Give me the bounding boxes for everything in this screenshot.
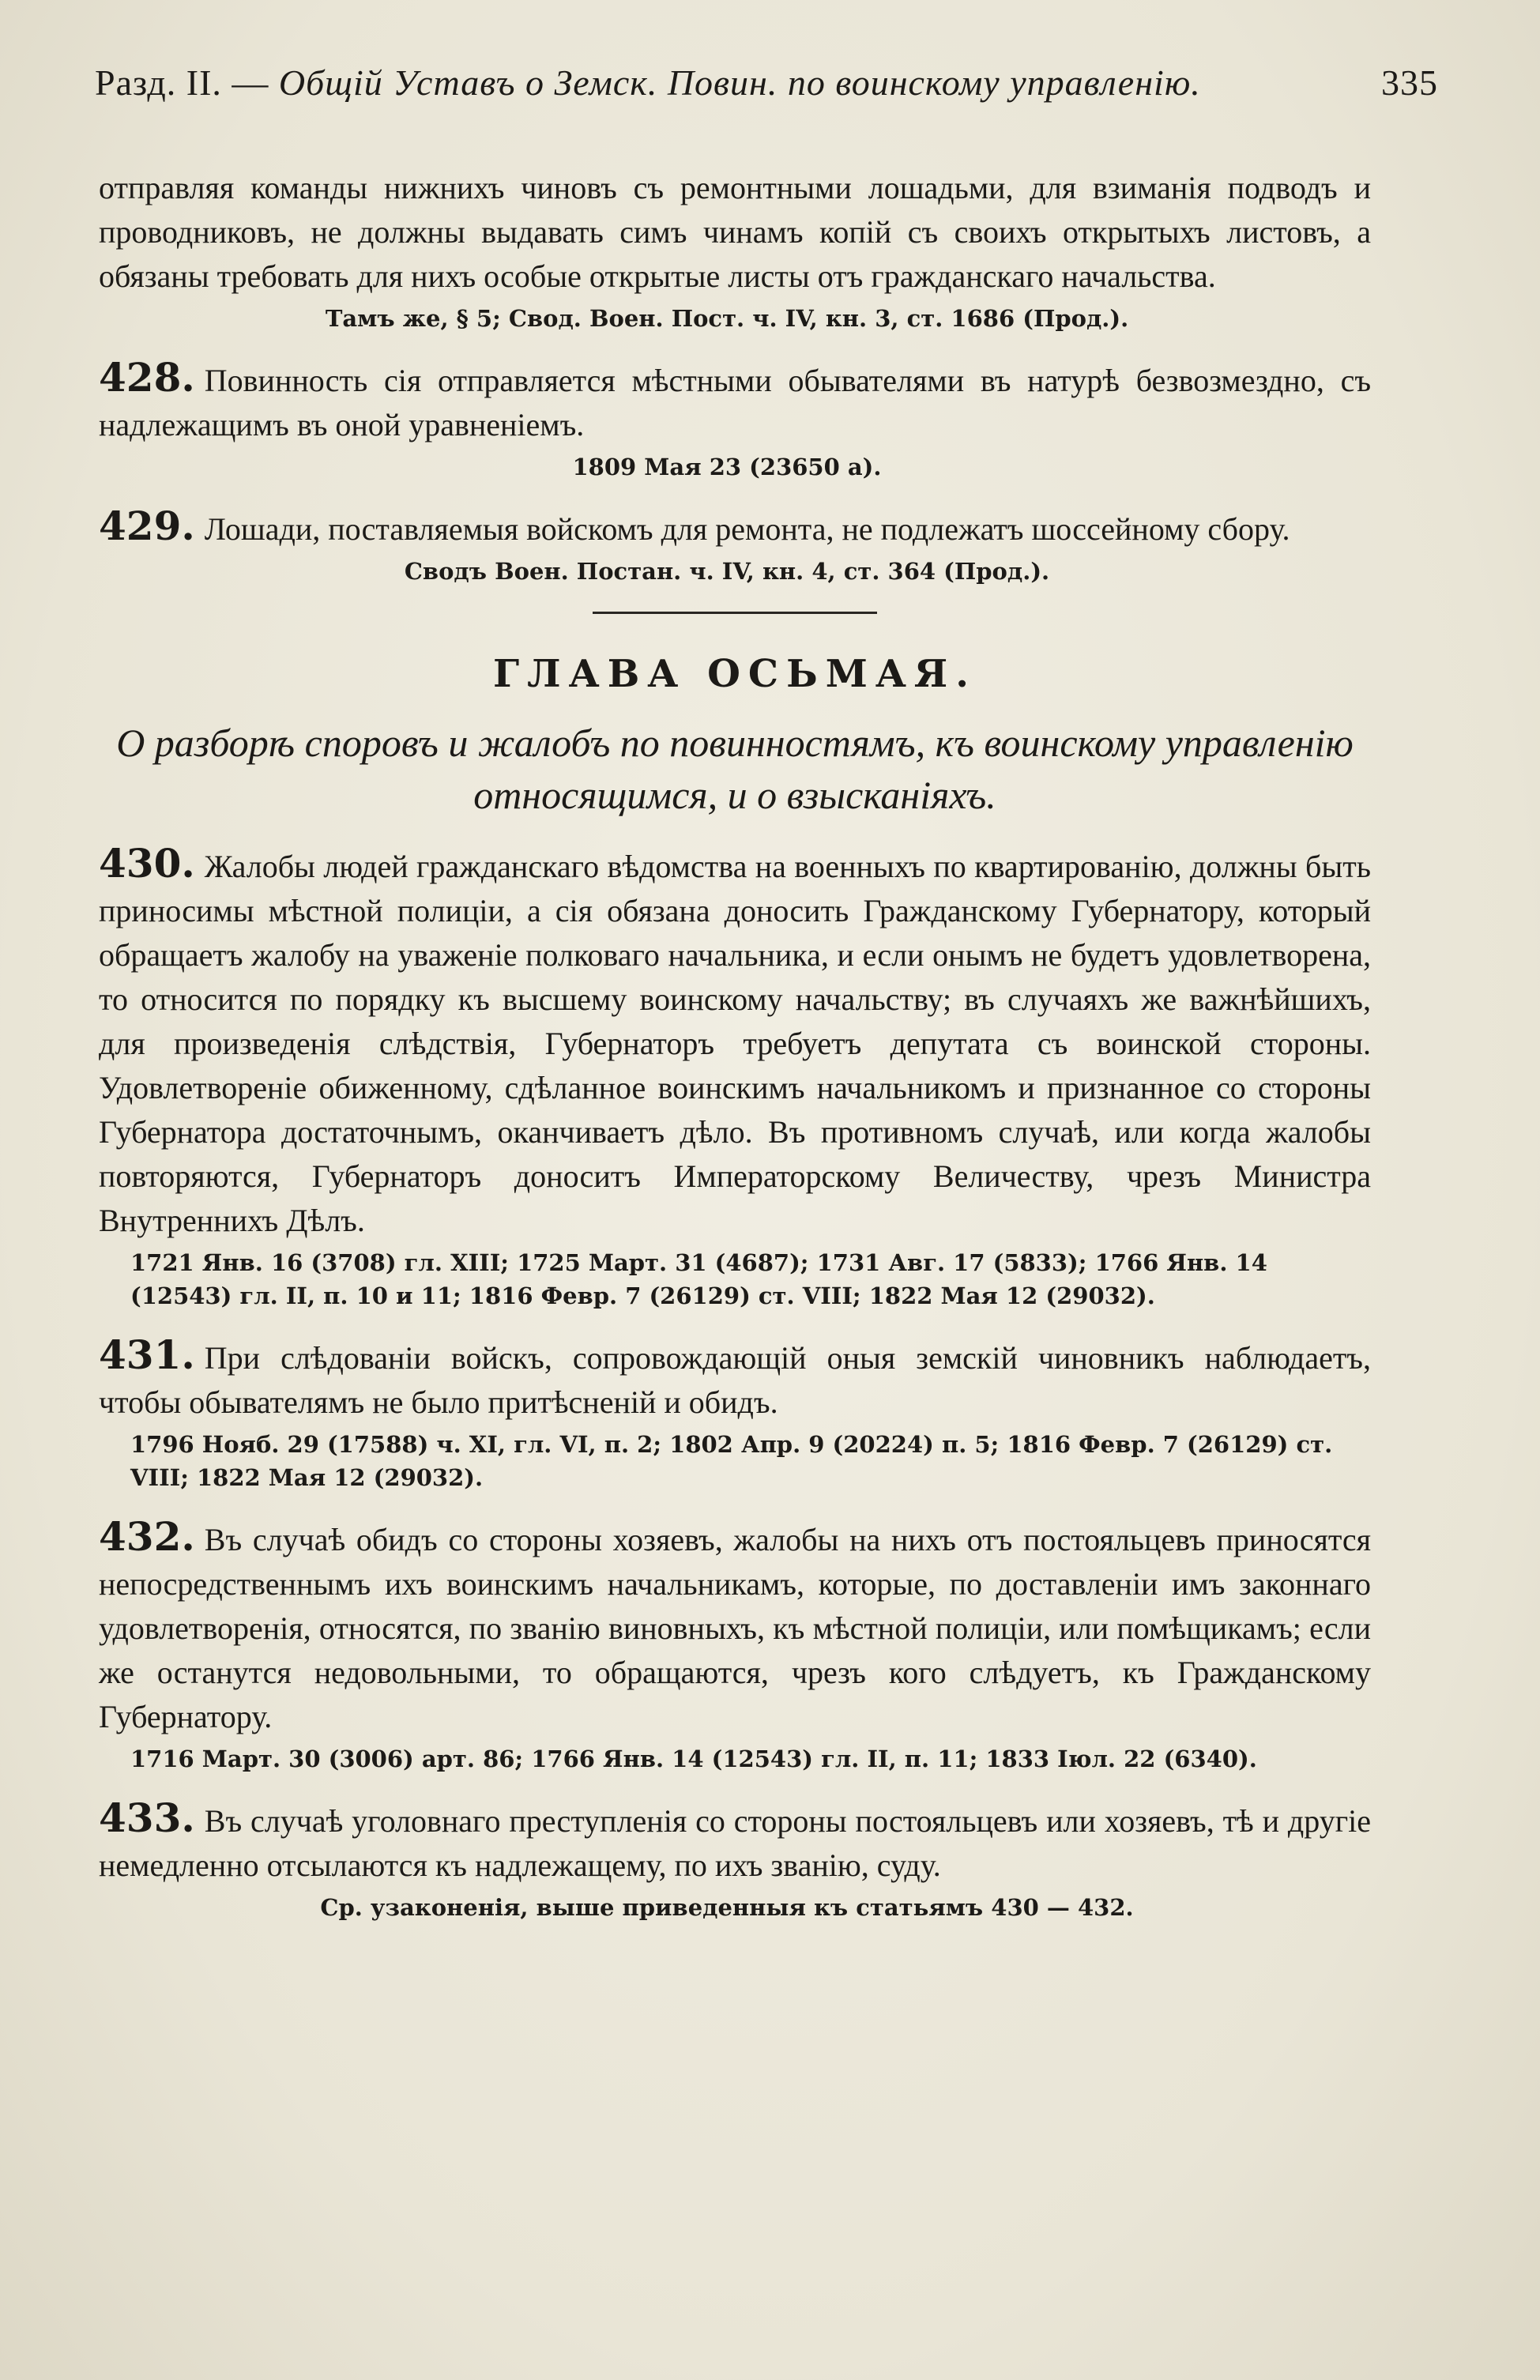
article-text: Въ случаѣ обидъ со стороны хозяевъ, жалобы на нихъ отъ постояльцевъ приносятся непосредственнымъ ихъ воинскимъ начальникамъ, которые, по доставленіи имъ законнаго удовлетворенія, относятся, по званію виновныхъ, къ мѣстной полиціи, или помѣщикамъ; если же останутся недовольными, то обращаются, чрезъ кого слѣдуетъ, къ Гражданскому Губернатору. [99, 1522, 1371, 1734]
article-text: Лошади, поставляемыя войскомъ для ремонта, не подлежатъ шоссейному сбору. [204, 511, 1290, 547]
article-number: 433. [99, 1794, 195, 1841]
section-divider [593, 612, 877, 614]
article-number: 428. [99, 354, 195, 401]
article-433 [99, 1796, 1371, 1924]
article-source: 1716 Март. 30 (3006) арт. 86; 1766 Янв. 14 (12543) гл. II, п. 11; 1833 Іюл. 22 (6340). [130, 1745, 1257, 1772]
article-text: Жалобы людей гражданскаго вѣдомства на военныхъ по квартированію, должны быть приносимы мѣстной полиціи, а сія обязана доносить Гражданскому Губернатору, который обращаетъ жалобу на уваженіе полковаго начальника, и если онымъ не будетъ удовлетворена, то относится по порядку къ высшему воинскому начальству; въ случаяхъ же важнѣйшихъ, для произведенія слѣдствія, Губернаторъ требуетъ депутата съ воинской стороны. Удовлетвореніе обиженному, сдѣланное воинскимъ начальникомъ и признанное со стороны Губернатора достаточнымъ, оканчиваетъ дѣло. Въ противномъ случаѣ, или когда жалобы повторяются, Губернаторъ доноситъ Императорскому Величеству, чрезъ Министра Внутреннихъ Дѣлъ. [99, 849, 1371, 1238]
section-label: Разд. II. — [95, 62, 269, 103]
article-text: При слѣдованіи войскъ, сопровождающій оныя земскій чиновникъ наблюдаетъ, чтобы обывателямъ не было притѣсненій и обидъ. [99, 1340, 1371, 1420]
intro-text: отправляя команды нижнихъ чиновъ съ ремонтными лошадьми, для взиманія подводъ и проводниковъ, не должны выдавать симъ чинамъ копій съ своихъ открытыхъ листовъ, а обязаны требовать для нихъ особые открытые листы отъ гражданскаго начальства. [99, 170, 1371, 294]
article-source: 1721 Янв. 16 (3708) гл. XIII; 1725 Март. 31 (4687); 1731 Авг. 17 (5833); 1766 Янв. 14 (12543) гл. II, п. 10 и 11; 1816 Февр. 7 (26129) ст. VIII; 1822 Мая 12 (29032). [130, 1249, 1267, 1309]
page-number: 335 [1381, 62, 1438, 103]
article-432 [99, 1515, 1371, 1776]
article-431 [99, 1333, 1371, 1494]
running-header [95, 62, 1438, 104]
article-number: 429. [99, 503, 195, 549]
header-title: Общій Уставъ о Земск. Повин. по воинскому управленію. [278, 62, 1201, 103]
chapter-subtitle: О разборѣ споровъ и жалобъ по повинностямъ, къ воинскому управленію относящимся, и о взысканіяхъ. [116, 721, 1354, 817]
article-number: 430. [99, 840, 195, 887]
article-source: 1809 Мая 23 (23650 а). [572, 454, 882, 480]
chapter-heading: ГЛАВА ОСЬМАЯ. [493, 652, 977, 696]
article-source: Сводъ Воен. Постан. ч. IV, кн. 4, ст. 364 (Прод.). [404, 558, 1050, 585]
article-source: 1796 Нояб. 29 (17588) ч. XI, гл. VI, п. 2; 1802 Апр. 9 (20224) п. 5; 1816 Февр. 7 (26129) ст. VIII; 1822 Мая 12 (29032). [130, 1431, 1333, 1491]
article-430 [99, 842, 1371, 1312]
article-source: Ср. узаконенія, выше приведенныя къ статьямъ 430 — 432. [320, 1894, 1134, 1921]
intro-source: Тамъ же, § 5; Свод. Воен. Пост. ч. IV, кн. 3, ст. 1686 (Прод.). [325, 305, 1129, 332]
article-text: Въ случаѣ уголовнаго преступленія со стороны постояльцевъ или хозяевъ, тѣ и другіе немедленно отсылаются къ надлежащему, по ихъ званію, суду. [99, 1803, 1371, 1883]
article-number: 432. [99, 1513, 195, 1560]
article-number: 431. [99, 1331, 195, 1378]
intro-paragraph [99, 166, 1371, 335]
article-429 [99, 504, 1371, 588]
article-428 [99, 356, 1371, 484]
page-content [99, 166, 1371, 1924]
article-text: Повинность сія отправляется мѣстными обывателями въ натурѣ безвозмездно, съ надлежащимъ въ оной уравненіемъ. [99, 363, 1371, 442]
